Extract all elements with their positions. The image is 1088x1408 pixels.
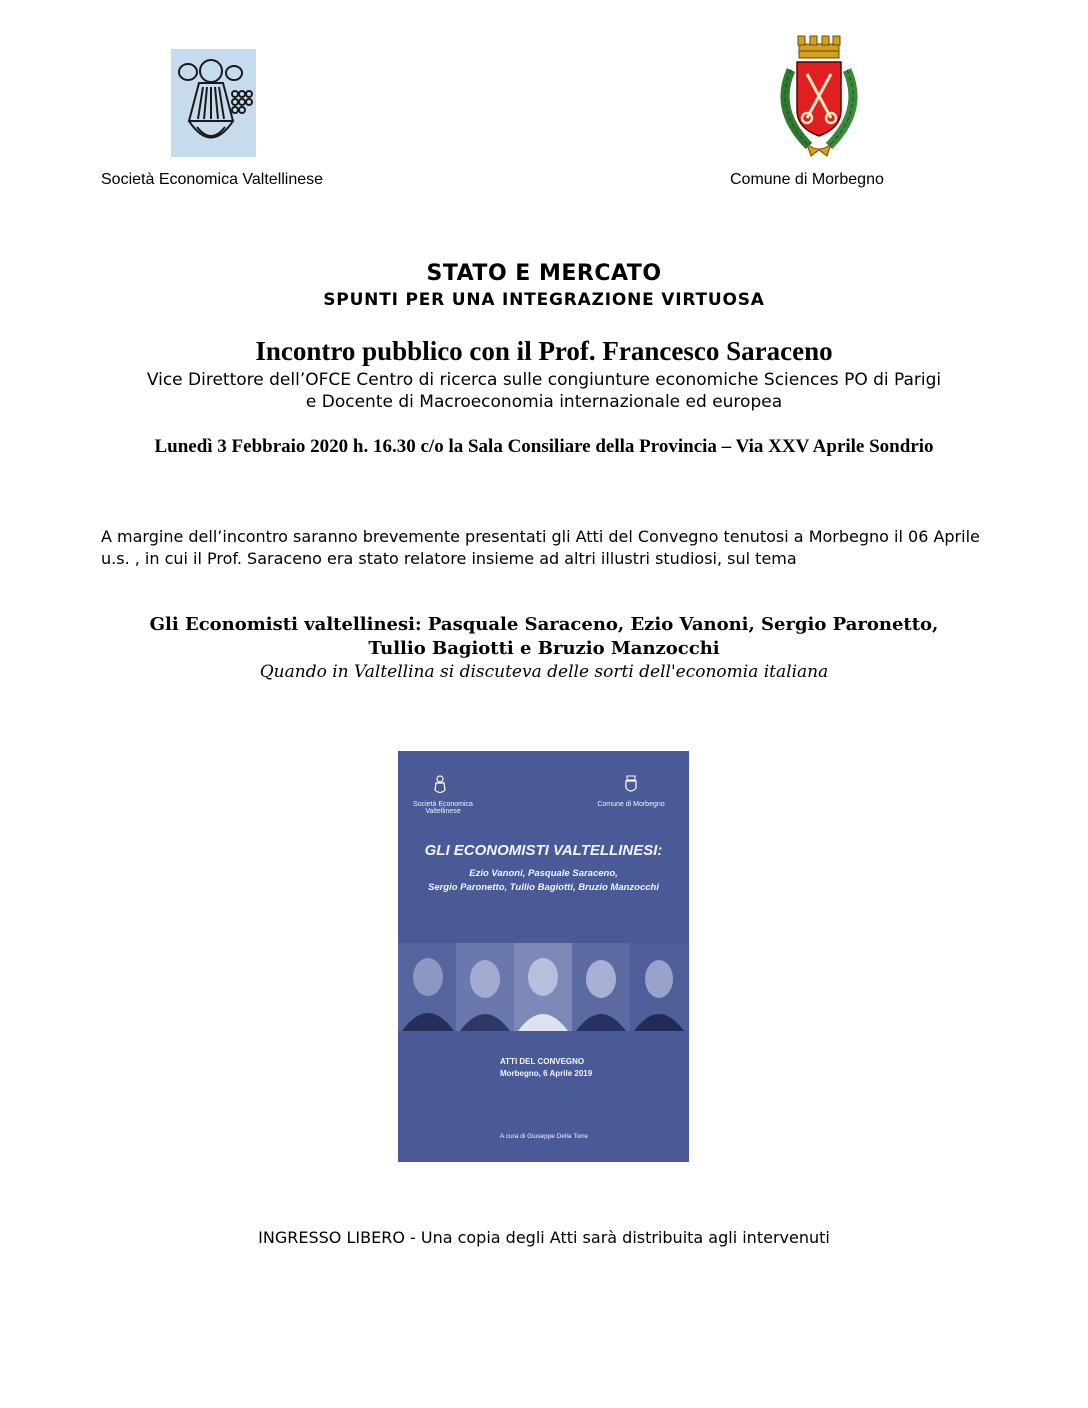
morbegno-coat-of-arms bbox=[769, 30, 869, 158]
event-title-main: STATO E MERCATO bbox=[426, 261, 662, 286]
societa-economica-logo bbox=[171, 49, 256, 157]
portrait-5 bbox=[630, 943, 689, 1031]
event-date-location: Lunedì 3 Febbraio 2020 h. 16.30 c/o la Sala Consiliare della Provincia – Via XXV Aprile Sondrio bbox=[154, 436, 934, 457]
topic-subtitle: Quando in Valtellina si discuteva delle sorti dell'economia italiana bbox=[259, 662, 829, 682]
topic-title-line2: Tullio Bagiotti e Bruzio Manzocchi bbox=[368, 638, 720, 659]
cover-publisher-right: Comune di Morbegno bbox=[597, 801, 665, 808]
portrait-2 bbox=[456, 943, 514, 1031]
portrait-4 bbox=[572, 943, 630, 1031]
cover-publisher-left: Società Economica Valtellinese bbox=[413, 801, 473, 815]
body-paragraph: A margine dell’incontro saranno brevemente presentati gli Atti del Convegno tenutosi a Morbegno il 06 Aprile u.s. , in cui il Prof. Saraceno era stato relatore insieme ad altri illustri studiosi, sul tema bbox=[101, 527, 980, 568]
cover-curator: A cura di Giuseppe Della Torre bbox=[500, 1133, 589, 1140]
cover-society-logo-icon bbox=[433, 775, 447, 795]
cover-place-date: Morbegno, 6 Aprile 2019 bbox=[500, 1069, 593, 1078]
cover-municipality-crest-icon bbox=[624, 775, 638, 795]
speaker-description-line1: Vice Direttore dell’OFCE Centro di ricerca sulle congiunture economiche Sciences PO di Parigi bbox=[146, 370, 942, 390]
event-headline: Incontro pubblico con il Prof. Francesco Saraceno bbox=[255, 336, 833, 366]
portrait-3 bbox=[514, 943, 572, 1031]
event-subtitle: SPUNTI PER UNA INTEGRAZIONE VIRTUOSA bbox=[323, 290, 765, 310]
cover-title: GLI ECONOMISTI VALTELLINESI: bbox=[424, 842, 663, 859]
portrait-1 bbox=[398, 943, 456, 1031]
footer-note: INGRESSO LIBERO - Una copia degli Atti sarà distribuita agli intervenuti bbox=[258, 1228, 830, 1247]
book-cover-image bbox=[398, 751, 689, 1162]
municipality-name: Comune di Morbegno bbox=[730, 171, 884, 188]
cover-portraits bbox=[398, 943, 689, 1031]
cover-names-line1: Ezio Vanoni, Pasquale Saraceno, bbox=[469, 868, 618, 879]
cover-names-line2: Sergio Paronetto, Tullio Bagiotti, Bruzio Manzocchi bbox=[427, 882, 659, 893]
cover-proceedings-label: ATTI DEL CONVEGNO bbox=[500, 1057, 585, 1066]
topic-title-line1: Gli Economisti valtellinesi: Pasquale Saraceno, Ezio Vanoni, Sergio Paronetto, bbox=[149, 614, 939, 635]
speaker-description-line2: e Docente di Macroeconomia internazionale ed europea bbox=[305, 392, 783, 412]
society-name: Società Economica Valtellinese bbox=[101, 171, 324, 188]
